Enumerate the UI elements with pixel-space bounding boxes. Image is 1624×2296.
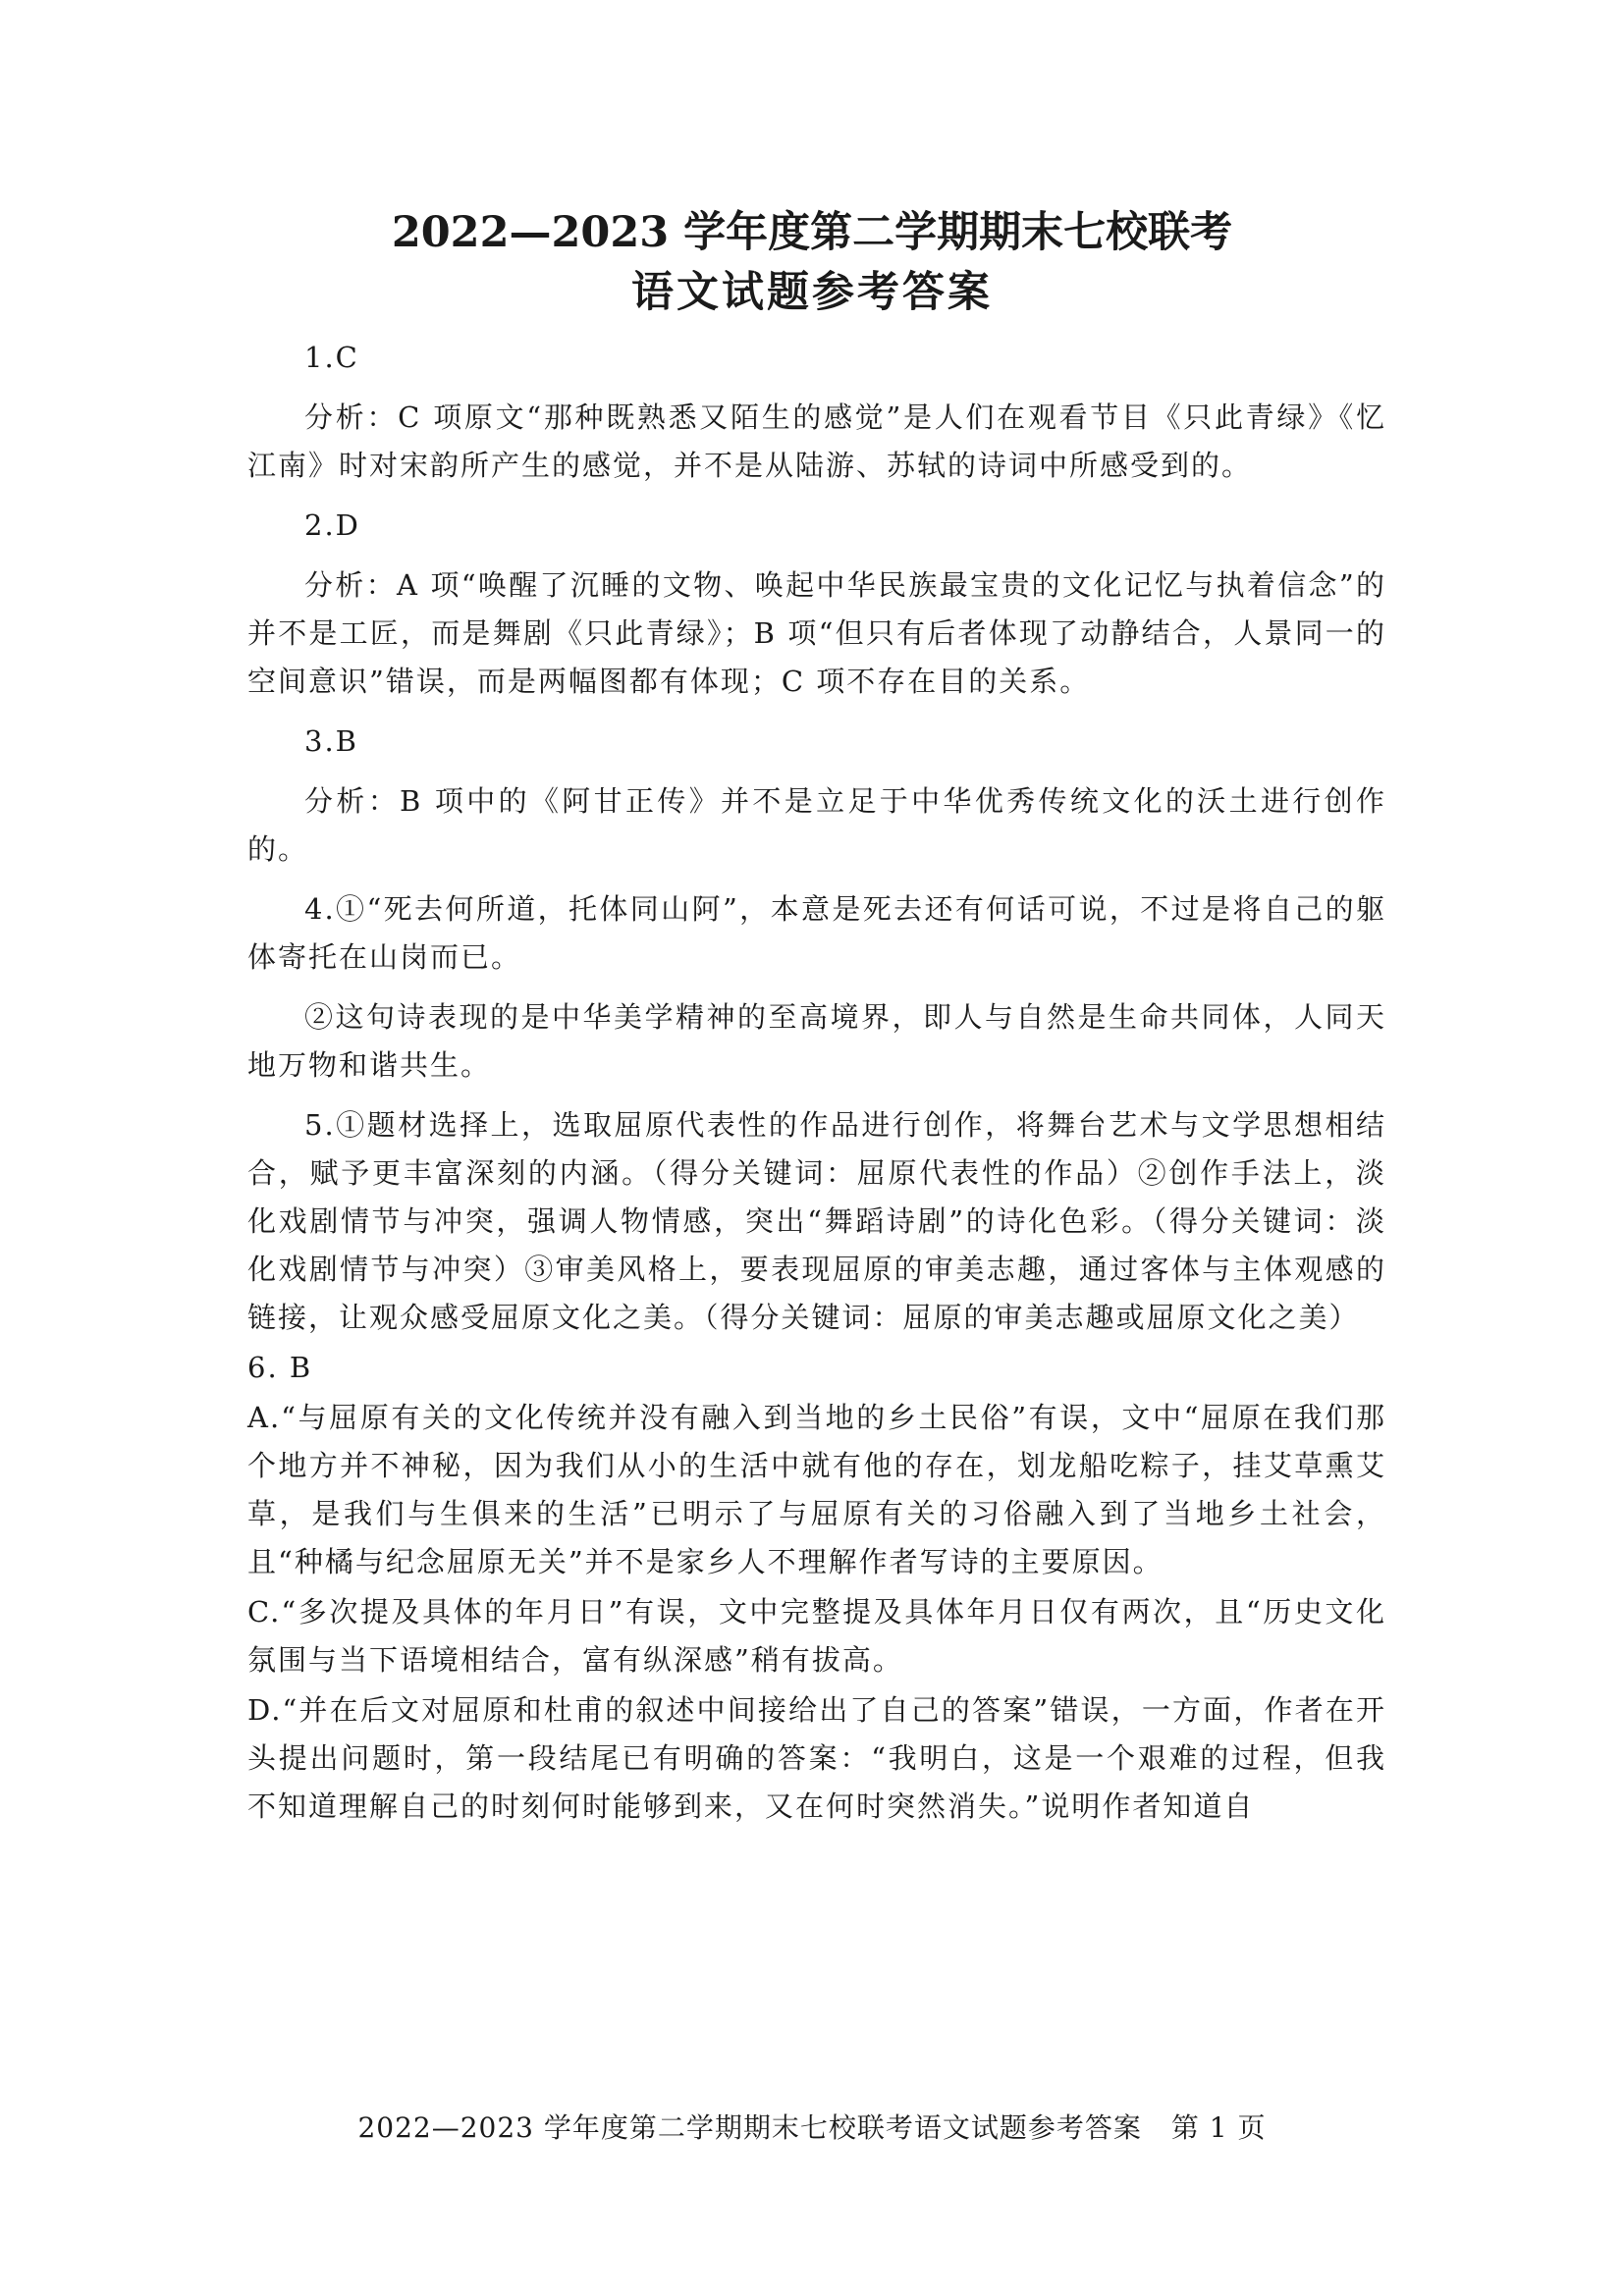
answer-item-6-option-c: C.“多次提及具体的年月日”有误，文中完整提及具体年月日仅有两次，且“历史文化氛围与当下语境相结合，富有纵深感”稍有拔高。	[247, 1595, 1386, 1677]
answer-item-6-label: 6. B	[247, 1351, 313, 1384]
answer-item-2-label: 2.D	[304, 508, 360, 542]
answer-item-3-analysis: 分析：B 项中的《阿甘正传》并不是立足于中华优秀传统文化的沃土进行创作的。	[247, 784, 1386, 866]
answer-item-4-part-1: 4.①“死去何所道，托体同山阿”，本意是死去还有何话可说，不过是将自己的躯体寄托在山岗而已。	[247, 892, 1386, 974]
answer-item-4-part-2: ②这句诗表现的是中华美学精神的至高境界，即人与自然是生命共同体，人同天地万物和谐共生。	[247, 1000, 1386, 1082]
page-subtitle: 语文试题参考答案	[631, 268, 993, 317]
answer-item-6-option-a: A.“与屈原有关的文化传统并没有融入到当地的乡土民俗”有误，文中“屈原在我们那个地方并不神秘，因为我们从小的生活中就有他的存在，划龙船吃粽子，挂艾草熏艾草，是我们与生俱来的生活”已明示了与屈原有关的习俗融入到了当地乡土社会，且“种橘与纪念屈原无关”并不是家乡人不理解作者写诗的主要原因。	[247, 1401, 1386, 1578]
answer-item-3-label: 3.B	[304, 724, 358, 758]
answer-item-1-label: 1.C	[304, 341, 359, 374]
page-footer	[0, 2110, 1624, 2146]
answer-item-6-option-d: D.“并在后文对屈原和杜甫的叙述中间接给出了自己的答案”错误，一方面，作者在开头提出问题时，第一段结尾已有明确的答案：“我明白，这是一个艰难的过程，但我不知道理解自己的时刻何时能够到来，又在何时突然消失。”说明作者知道自	[247, 1693, 1386, 1823]
page-title: 2022—2023 学年度第二学期期末七校联考	[391, 208, 1233, 257]
page-number: 第 1 页	[1170, 2111, 1267, 2144]
footer-title: 2022—2023 学年度第二学期期末七校联考语文试题参考答案	[357, 2111, 1142, 2144]
answer-item-5: 5.①题材选择上，选取屈原代表性的作品进行创作，将舞台艺术与文学思想相结合，赋予更丰富深刻的内涵。（得分关键词：屈原代表性的作品）②创作手法上，淡化戏剧情节与冲突，强调人物情感，突出“舞蹈诗剧”的诗化色彩。（得分关键词：淡化戏剧情节与冲突）③审美风格上，要表现屈原的审美志趣，通过客体与主体观感的链接，让观众感受屈原文化之美。（得分关键词：屈原的审美志趣或屈原文化之美）	[247, 1108, 1386, 1334]
answer-item-2-analysis: 分析：A 项“唤醒了沉睡的文物、唤起中华民族最宝贵的文化记忆与执着信念”的并不是工匠，而是舞剧《只此青绿》；B 项“但只有后者体现了动静结合，人景同一的空间意识”错误，而是两幅图都有体现；C 项不存在目的关系。	[247, 568, 1386, 698]
answer-body	[247, 334, 1386, 1833]
answer-item-1-analysis: 分析：C 项原文“那种既熟悉又陌生的感觉”是人们在观看节目《只此青绿》《忆江南》时对宋韵所产生的感觉，并不是从陆游、苏轼的诗词中所感受到的。	[247, 400, 1386, 482]
